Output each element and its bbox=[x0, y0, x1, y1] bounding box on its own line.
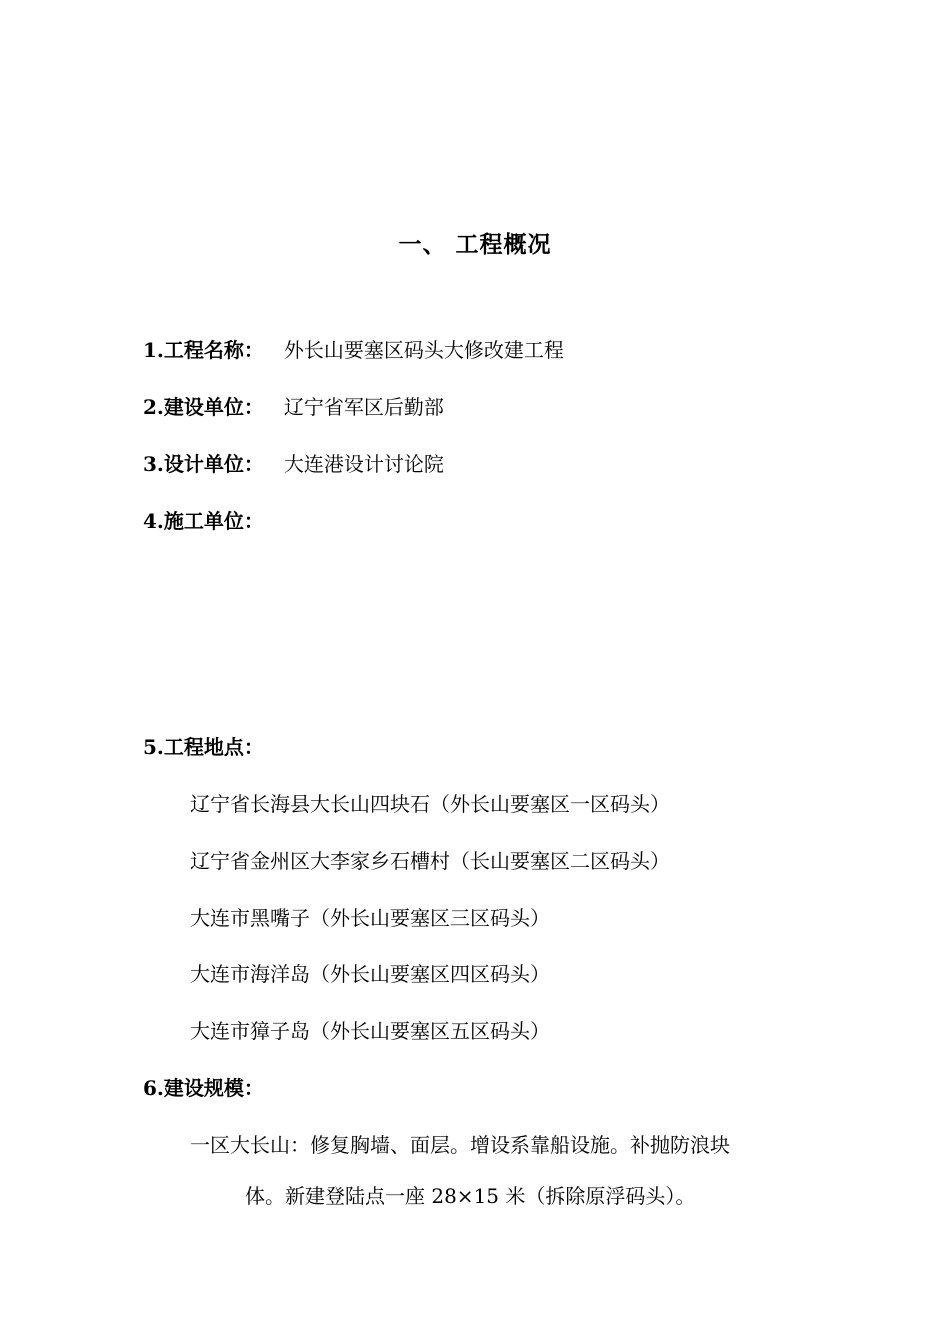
location-line-1: 辽宁省长海县大长山四块石（外长山要塞区一区码头） bbox=[190, 792, 670, 816]
location-line-4: 大连市海洋岛（外长山要塞区四区码头） bbox=[190, 962, 550, 986]
location-line-5: 大连市獐子岛（外长山要塞区五区码头） bbox=[190, 1019, 550, 1043]
location-line-2: 辽宁省金州区大李家乡石槽村（长山要塞区二区码头） bbox=[190, 849, 670, 873]
designer-label: 3.设计单位： bbox=[143, 452, 264, 476]
location-row bbox=[143, 732, 264, 762]
location-line-3: 大连市黑嘴子（外长山要塞区三区码头） bbox=[190, 906, 550, 930]
builder-row bbox=[143, 392, 444, 422]
project-name-label: 1.工程名称： bbox=[143, 338, 264, 362]
contractor-row bbox=[143, 506, 284, 536]
project-name-value: 外长山要塞区码头大修改建工程 bbox=[283, 338, 564, 362]
designer-row bbox=[143, 449, 444, 479]
section-title: 一、 工程概况 bbox=[398, 231, 552, 258]
scale-line-1: 一区大长山：修复胸墙、面层。增设系靠船设施。补抛防浪块 bbox=[190, 1133, 730, 1157]
scale-line-2: 体。新建登陆点一座 28×15 米（拆除原浮码头）。 bbox=[245, 1184, 696, 1208]
scale-label: 6.建设规模： bbox=[143, 1076, 264, 1100]
builder-label: 2.建设单位： bbox=[143, 395, 264, 419]
designer-value: 大连港设计讨论院 bbox=[283, 452, 444, 476]
contractor-label: 4.施工单位： bbox=[143, 509, 264, 533]
location-label: 5.工程地点： bbox=[143, 735, 264, 759]
builder-value: 辽宁省军区后勤部 bbox=[283, 395, 444, 419]
project-name-row bbox=[143, 335, 564, 365]
scale-row bbox=[143, 1073, 264, 1103]
